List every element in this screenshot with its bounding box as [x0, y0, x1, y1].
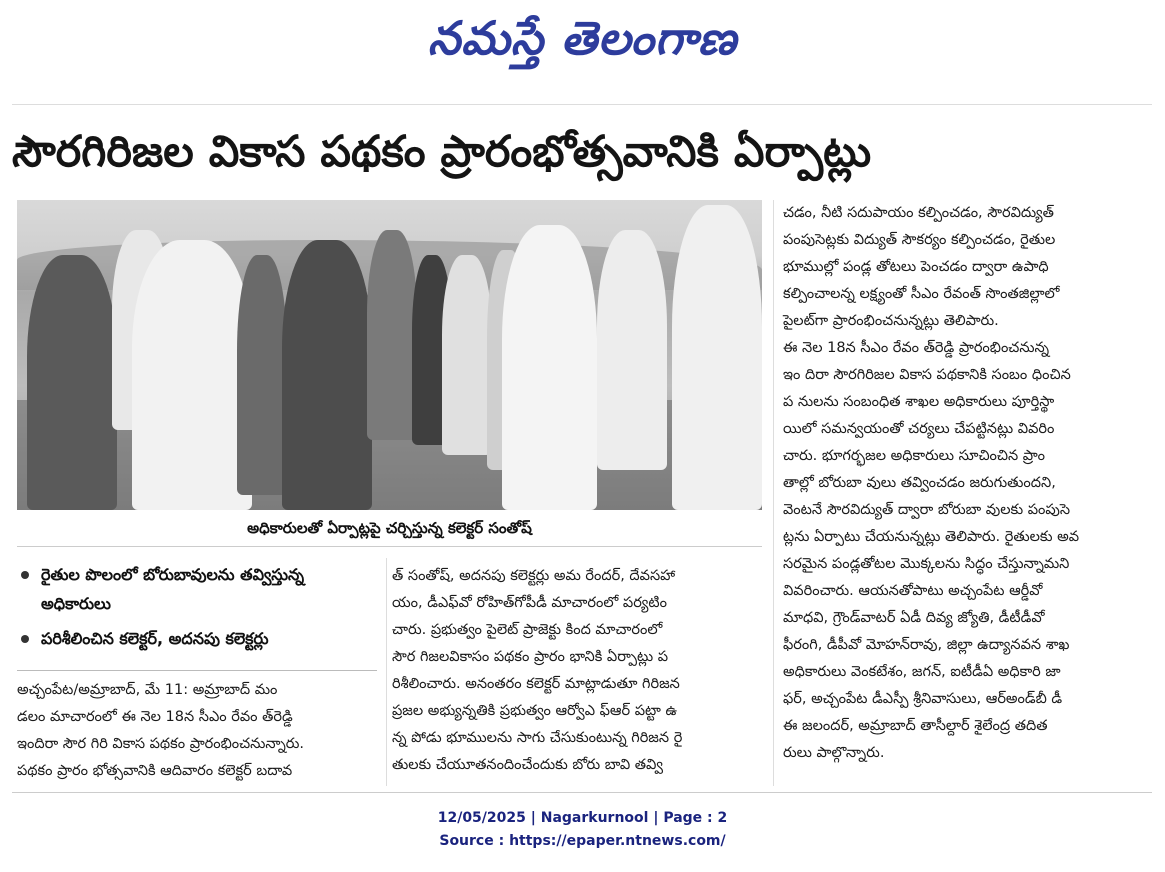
bullet-text: రైతుల పొలంలో బోరుబావులను తవ్విస్తున్న అధికారులు — [41, 565, 305, 613]
top-divider — [12, 104, 1152, 105]
news-photo — [17, 200, 762, 510]
article-line: భూముల్లో పండ్ల తోటలు పెంచడం ద్వారా ఉపాధి — [783, 259, 1049, 275]
article-line: పంపుసెట్లకు విద్యుత్ సౌకర్యం కల్పించడం, రైతుల — [783, 232, 1056, 248]
article-line: మాధవి, గ్రౌండ్‌వాటర్ ఏడీ దివ్య జ్యోతి, డీటీడీవో — [783, 610, 1045, 626]
bullet-text: పరిశీలించిన కలెక్టర్, అదనపు కలెక్టర్లు — [41, 629, 269, 648]
article-line: ఈ జలందర్, అమ్రాబాద్ తాసీల్దార్ శైలేంద్ర తదిత — [783, 718, 1048, 734]
article-column-2 — [392, 563, 762, 779]
photo-person — [282, 240, 372, 510]
bullet-divider — [17, 670, 377, 671]
article-line: రులు పాల్గొన్నారు. — [783, 745, 885, 761]
photo-person — [27, 255, 117, 510]
article-line: ఫీరంగి, డీపీవో మోహన్‌రావు, జిల్లా ఉద్యానవన శాఖ — [783, 637, 1070, 653]
article-line: వివరించారు. ఆయనతోపాటు అచ్చంపేట ఆర్డీవో — [783, 583, 1043, 599]
bullet-dot-icon — [21, 571, 29, 579]
article-line: ఈ నెల 18న సీఎం రేవం త్‌రెడ్డి ప్రారంభించనున్న — [783, 340, 1049, 356]
article-line: ట్లను ఏర్పాటు చేయనున్నట్లు తెలిపారు. రైతులకు అవ — [783, 529, 1080, 545]
article-line: తులకు చేయూతనందించేందుకు బోరు బావి తవ్వి — [392, 757, 663, 773]
article-line: ఇందిరా సౌర గిరి వికాస పథకం ప్రారంభించనున్నారు. — [17, 736, 304, 752]
article-line: తాల్లో బోరుబా వులు తవ్వించడం జరుగుతుందని, — [783, 475, 1056, 491]
article-line: యం, డీఎఫ్‌వో రోహిత్‌గోపీడీ మాచారంలో పర్యటిం — [392, 595, 667, 611]
article-line: యిలో సమన్వయంతో చర్యలు చేపట్టినట్లు వివరిం — [783, 421, 1055, 437]
article-line: ప్రజల అభ్యున్నతికి ప్రభుత్వం ఆర్వోఎ ఫ్‌ఆర్ పట్టా ఉ — [392, 703, 678, 719]
column-divider — [773, 200, 774, 786]
article-line: న్న పోడు భూములను సాగు చేసుకుంటున్న గిరిజన రై — [392, 730, 683, 746]
article-line: పథకం ప్రారం భోత్సవానికి ఆదివారం కలెక్టర్ బదావ — [17, 763, 293, 779]
article-line: పైలట్‌గా ప్రారంభించనున్నట్లు తెలిపారు. — [783, 313, 999, 329]
article-line: చారు. భూగర్భజల అధికారులు సూచించిన ప్రాం — [783, 448, 1045, 464]
photo-person — [502, 225, 597, 510]
photo-caption: అధికారులతో ఏర్పాట్లపై చర్చిస్తున్న కలెక్టర్ సంతోష్ — [247, 519, 532, 537]
article-line: వెంటనే సౌరవిద్యుత్ ద్వారా బోరుబా వులకు పంపుసె — [783, 502, 1071, 518]
photo-person — [132, 240, 252, 510]
bottom-divider — [12, 792, 1152, 793]
article-line: సౌర గిజలవికాసం పథకం ప్రారం భానికి ఏర్పాట్లు ప — [392, 649, 669, 665]
article-line: చారు. ప్రభుత్వం పైలెట్ ప్రాజెక్టు కింద మాచారంలో — [392, 622, 663, 638]
article-line: ప నులను సంబంధిత శాఖల అధికారులు పూర్తిస్థా — [783, 394, 1055, 410]
photo-person — [442, 255, 492, 455]
footer-date-line: 12/05/2025 | Nagarkurnool | Page : 2 — [437, 810, 728, 826]
photo-person — [237, 255, 287, 495]
masthead — [0, 4, 1165, 84]
article-column-1 — [17, 677, 377, 785]
article-line: అధికారులు వెంకటేశం, జగన్, ఐటీడీఏ అధికారి జా — [783, 664, 1061, 680]
headline: సౌరగిరిజల వికాస పథకం ప్రారంభోత్సవానికి ఏర్పాట్లు — [12, 127, 872, 177]
masthead-logo-text: నమస్తే తెలంగాణ — [427, 11, 738, 65]
article-line: డలం మాచారంలో ఈ నెల 18న సీఎం రేవం త్‌రెడ్డి — [17, 709, 293, 725]
photo-person — [367, 230, 417, 440]
bullet-item — [17, 624, 377, 653]
article-line: అచ్చంపేట/అమ్రాబాద్, మే 11: అమ్రాబాద్ మం — [17, 682, 278, 698]
article-line: రిశీలించారు. అనంతరం కలెక్టర్ మాట్లాడుతూ గిరిజన — [392, 676, 680, 692]
photo-person — [672, 205, 762, 510]
column-divider — [386, 558, 387, 786]
highlight-bullets — [17, 560, 377, 659]
article-line: ఇం దిరా సౌరగిరిజల వికాస పథకానికి సంబం ధించిన — [783, 367, 1071, 383]
article-column-3 — [783, 200, 1153, 767]
photo-person — [597, 230, 667, 470]
bullet-dot-icon — [21, 635, 29, 643]
bullet-item — [17, 560, 377, 618]
caption-divider — [17, 546, 762, 547]
footer-source-link[interactable]: Source : https://epaper.ntnews.com/ — [439, 833, 726, 849]
article-line: చడం, నీటి సదుపాయం కల్పించడం, సౌరవిద్యుత్ — [783, 205, 1054, 221]
article-line: ఫర్, అచ్చంపేట డీఎస్పీ శ్రీనివాసులు, ఆర్‌అండ్‌బీ డీ — [783, 691, 1063, 707]
article-line: కల్పించాలన్న లక్ష్యంతో సీఎం రేవంత్ సొంతజిల్లాలో — [783, 286, 1060, 302]
article-line: సరమైన పండ్లతోటల మొక్కలను సిద్ధం చేస్తున్నామని — [783, 556, 1070, 572]
article-line: త్ సంతోష్, అదనపు కలెక్టర్లు అమ రేందర్, దేవసహా — [392, 568, 676, 584]
